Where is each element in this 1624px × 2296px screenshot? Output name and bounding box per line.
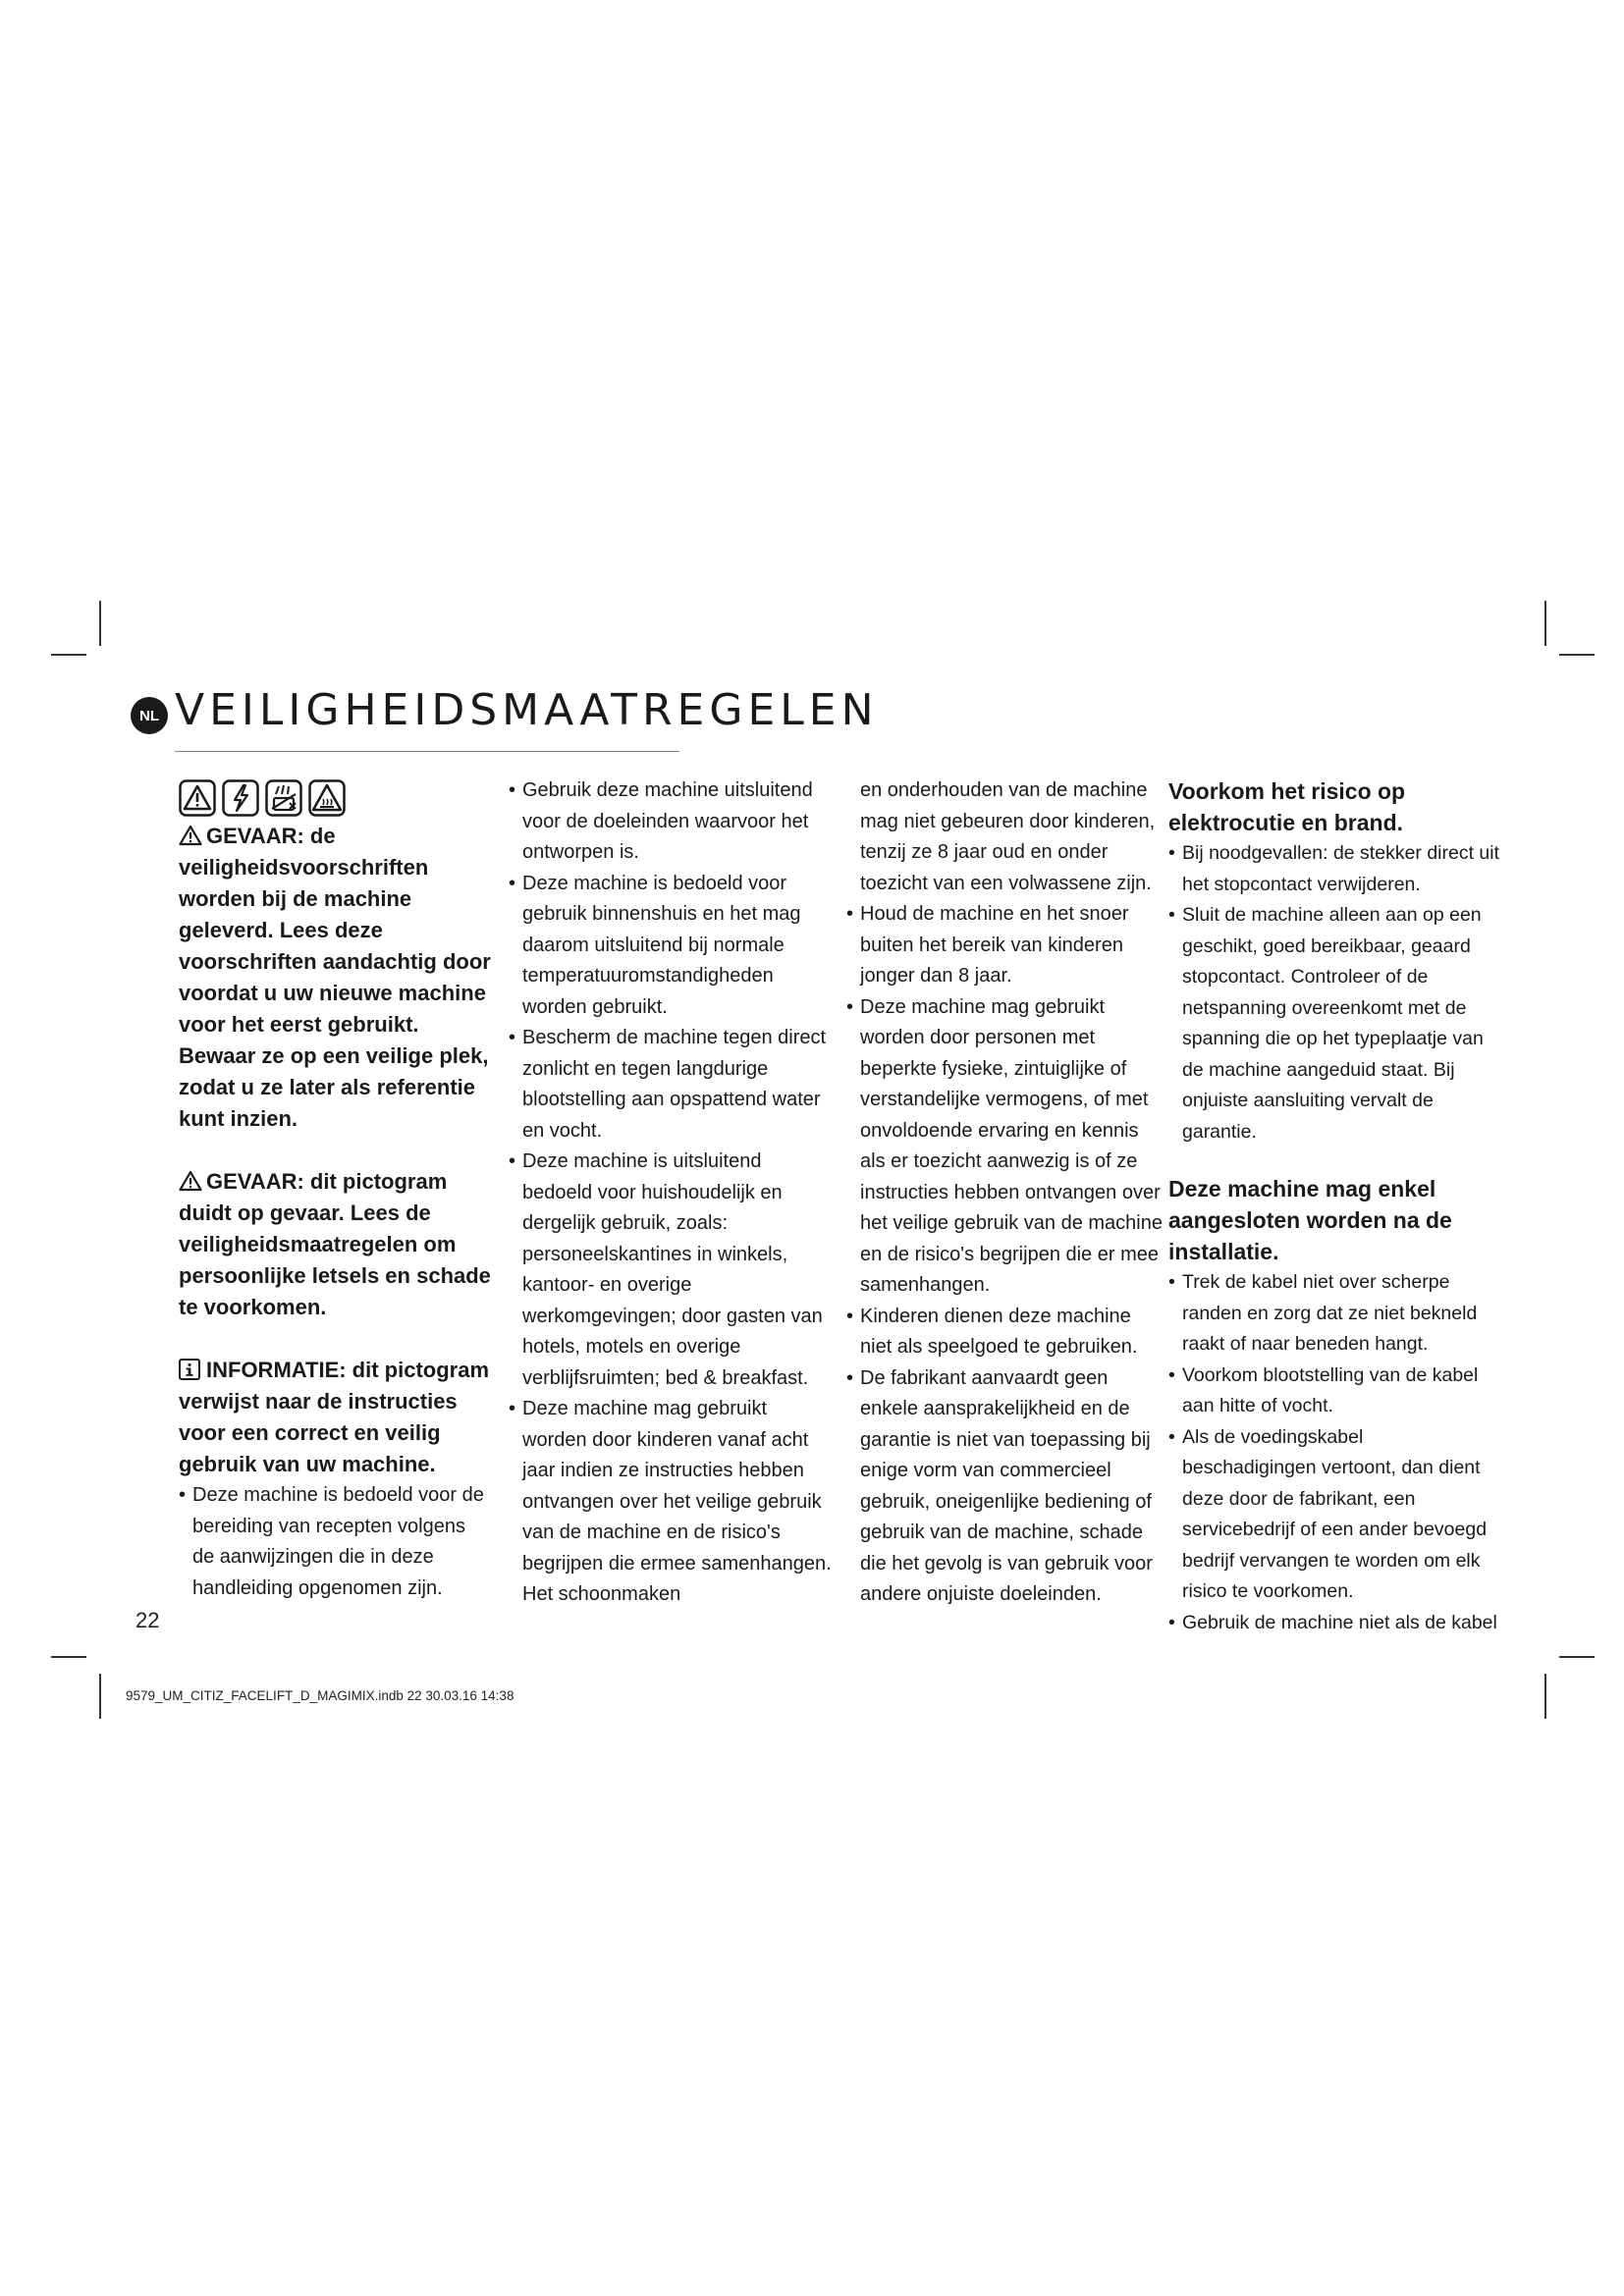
title-divider	[175, 751, 679, 752]
page-title: VEILIGHEIDSMAATREGELEN	[175, 685, 879, 735]
bullet-list	[1168, 838, 1502, 1148]
crop-mark-top-left-h	[51, 654, 86, 656]
danger-notice-1-text: veiligheidsvoorschriften worden bij de machine geleverd. Lees deze voorschriften aandachtig door voordat u uw nieuwe machine voor het eerst gebruikt. Bewaar ze op een veilige plek, zodat u ze later als referentie kunt inzien.	[179, 855, 491, 1131]
bullet-list	[509, 775, 833, 1611]
warning-triangle-icon	[179, 1170, 202, 1192]
list-item: • Bescherm de machine tegen direct zonlicht en tegen langdurige blootstelling aan opspattend water en vocht.	[509, 1023, 833, 1147]
warning-triangle-icon	[179, 779, 216, 817]
danger-notice-1	[179, 821, 491, 1135]
list-item: • Deze machine mag gebruikt worden door kinderen vanaf acht jaar indien ze instructies hebben ontvangen over het veilige gebruik van de machine en de risico's begrijpen die ermee samenhangen. Het schoonmaken	[509, 1394, 833, 1611]
list-item: • Houd de machine en het snoer buiten het bereik van kinderen jonger dan 8 jaar.	[846, 899, 1163, 992]
crop-mark-bottom-left-h	[51, 1656, 86, 1658]
no-water-icon	[265, 779, 302, 817]
page-number: 22	[135, 1608, 160, 1632]
crop-mark-top-right-v	[1544, 601, 1546, 646]
danger-notice-2	[179, 1166, 491, 1323]
column-4	[1168, 775, 1502, 1638]
list-item: • Bij noodgevallen: de stekker direct uit het stopcontact verwijderen.	[1168, 838, 1502, 900]
bullet-list	[1168, 1267, 1502, 1638]
continuation-text: en onderhouden van de machine mag niet gebeuren door kinderen, tenzij ze 8 jaar oud en onder toezicht van een volwassene zijn.	[860, 779, 1156, 894]
bullet-list	[179, 1480, 491, 1604]
list-item: • Trek de kabel niet over scherpe randen en zorg dat ze niet bekneld raakt of naar beneden hangt.	[1168, 1267, 1502, 1361]
warning-triangle-icon	[179, 825, 202, 846]
column-2	[509, 775, 833, 1611]
column-1	[179, 775, 491, 1604]
crop-mark-bottom-left-v	[99, 1674, 101, 1719]
information-notice	[179, 1355, 491, 1480]
list-item: • Deze machine is bedoeld voor gebruik binnenshuis en het mag daarom uitsluitend bij normale temperatuuromstandigheden worden gebruikt.	[509, 869, 833, 1024]
print-slug: 9579_UM_CITIZ_FACELIFT_D_MAGIMIX.indb 22 30.03.16 14:38	[126, 1688, 514, 1703]
list-item: • Deze machine is uitsluitend bedoeld voor huishoudelijk en dergelijk gebruik, zoals: personeelskantines in winkels, kantoor- en overige werkomgevingen; door gasten van hotels, motels en overige verblijfsruimten; bed & breakfast.	[509, 1147, 833, 1394]
danger-notice-2-label: GEVAAR: dit pictogram	[206, 1169, 448, 1194]
hot-surface-icon	[308, 779, 346, 817]
electric-shock-icon	[222, 779, 259, 817]
list-item: • Als de voedingskabel beschadigingen vertoont, dan dient deze door de fabrikant, een servicebedrijf of een ander bevoegd bedrijf vervangen te worden om elk risico te voorkomen.	[1168, 1422, 1502, 1608]
language-badge: NL	[131, 697, 168, 734]
pictogram-row	[179, 779, 491, 817]
info-icon	[179, 1359, 200, 1380]
crop-mark-bottom-right-h	[1559, 1656, 1595, 1658]
bullet-list	[846, 899, 1163, 1611]
crop-mark-top-right-h	[1559, 654, 1595, 656]
crop-mark-top-left-v	[99, 601, 101, 646]
information-notice-text: verwijst naar de instructies voor een correct en veilig gebruik van uw machine.	[179, 1389, 458, 1476]
list-item: • Kinderen dienen deze machine niet als speelgoed te gebruiken.	[846, 1302, 1163, 1363]
section-heading-electrocution: Voorkom het risico op elektrocutie en brand.	[1168, 778, 1406, 835]
danger-notice-2-text: duidt op gevaar. Lees de veiligheidsmaatregelen om persoonlijke letsels en schade te voorkomen.	[179, 1201, 491, 1319]
list-item: • De fabrikant aanvaardt geen enkele aansprakelijkheid en de garantie is niet van toepassing bij enige vorm van commercieel gebruik, oneigenlijke bediening of gebruik van de machine, schade die het gevolg is van gebruik voor andere onjuiste doeleinden.	[846, 1363, 1163, 1611]
list-item: • Voorkom blootstelling van de kabel aan hitte of vocht.	[1168, 1361, 1502, 1422]
list-item: • Deze machine is bedoeld voor de bereiding van recepten volgens de aanwijzingen die in deze handleiding opgenomen zijn.	[179, 1480, 491, 1604]
list-item: • Sluit de machine alleen aan op een geschikt, goed bereikbaar, geaard stopcontact. Controleer of de netspanning overeenkomt met de spanning die op het typeplaatje van de machine aangeduid staat. Bij onjuiste aansluiting vervalt de garantie.	[1168, 900, 1502, 1148]
list-item: • Gebruik deze machine uitsluitend voor de doeleinden waarvoor het ontworpen is.	[509, 775, 833, 869]
information-notice-label: INFORMATIE: dit pictogram	[206, 1358, 490, 1382]
section-heading-installation: Deze machine mag enkel aangesloten worden na de installatie.	[1168, 1176, 1452, 1264]
list-item: • Gebruik de machine niet als de kabel	[1168, 1608, 1502, 1639]
crop-mark-bottom-right-v	[1544, 1674, 1546, 1719]
list-item: • Deze machine mag gebruikt worden door personen met beperkte fysieke, zintuiglijke of verstandelijke vermogens, of met onvoldoende ervaring en kennis als er toezicht aanwezig is of ze instructies hebben ontvangen over het veilige gebruik van de machine en de risico's begrijpen die er mee samenhangen.	[846, 992, 1163, 1302]
column-3	[846, 775, 1163, 1611]
danger-notice-1-label: GEVAAR: de	[206, 824, 336, 848]
